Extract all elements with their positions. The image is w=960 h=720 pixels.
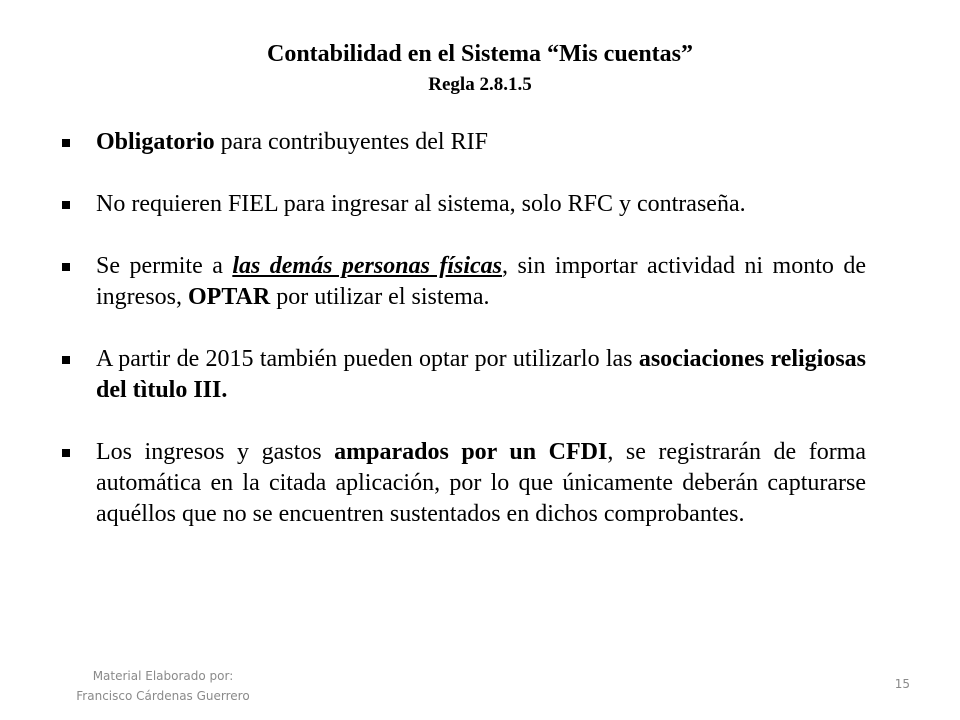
square-bullet-icon <box>62 449 70 457</box>
slide-subtitle: Regla 2.8.1.5 <box>428 74 532 95</box>
square-bullet-icon <box>62 263 70 271</box>
bullet-list <box>62 127 866 530</box>
square-bullet-icon <box>62 139 70 147</box>
bullet-text: Se permite a <box>96 253 233 279</box>
footer-author <box>58 666 268 706</box>
bullet-text: por utilizar el sistema. <box>270 284 490 310</box>
bullet-text: No requieren FIEL para ingresar al sistema, solo RFC y contraseña. <box>96 191 746 217</box>
bullet-bold-text: amparados por un CFDI <box>334 439 608 465</box>
bullet-text: para contribuyentes del RIF <box>214 129 488 155</box>
bullet-emphasis-text: las demás personas físicas <box>232 253 503 279</box>
bullet-text: , sin importar actividad ni monto de ingresos, <box>96 253 866 310</box>
bullet-text: , se registrarán de forma automática en la citada aplicación, por lo que únicamente deberán capturarse aquéllos que no se encuentren sustentados en dichos comprobantes. <box>96 439 867 527</box>
bullet-item-personas-fisicas <box>62 251 866 313</box>
bullet-item-asociaciones <box>62 344 866 406</box>
bullet-text: A partir de 2015 también pueden optar por utilizarlo las <box>96 346 639 372</box>
bullet-item-obligatorio <box>62 127 866 158</box>
footer-author-name: Francisco Cárdenas Guerrero <box>76 689 250 703</box>
bullet-text: Los ingresos y gastos <box>96 439 335 465</box>
bullet-item-fiel <box>62 189 866 220</box>
slide-title: Contabilidad en el Sistema “Mis cuentas” <box>266 41 694 67</box>
bullet-bold-text: OPTAR <box>188 284 271 310</box>
bullet-bold-text: asociaciones religiosas del tìtulo III. <box>96 346 866 403</box>
page-number: 15 <box>894 677 910 691</box>
square-bullet-icon <box>62 356 70 364</box>
bullet-item-cfdi <box>62 437 866 530</box>
footer-author-line: Material Elaborado por: <box>92 669 234 683</box>
bullet-bold-text: Obligatorio <box>96 129 215 155</box>
square-bullet-icon <box>62 201 70 209</box>
